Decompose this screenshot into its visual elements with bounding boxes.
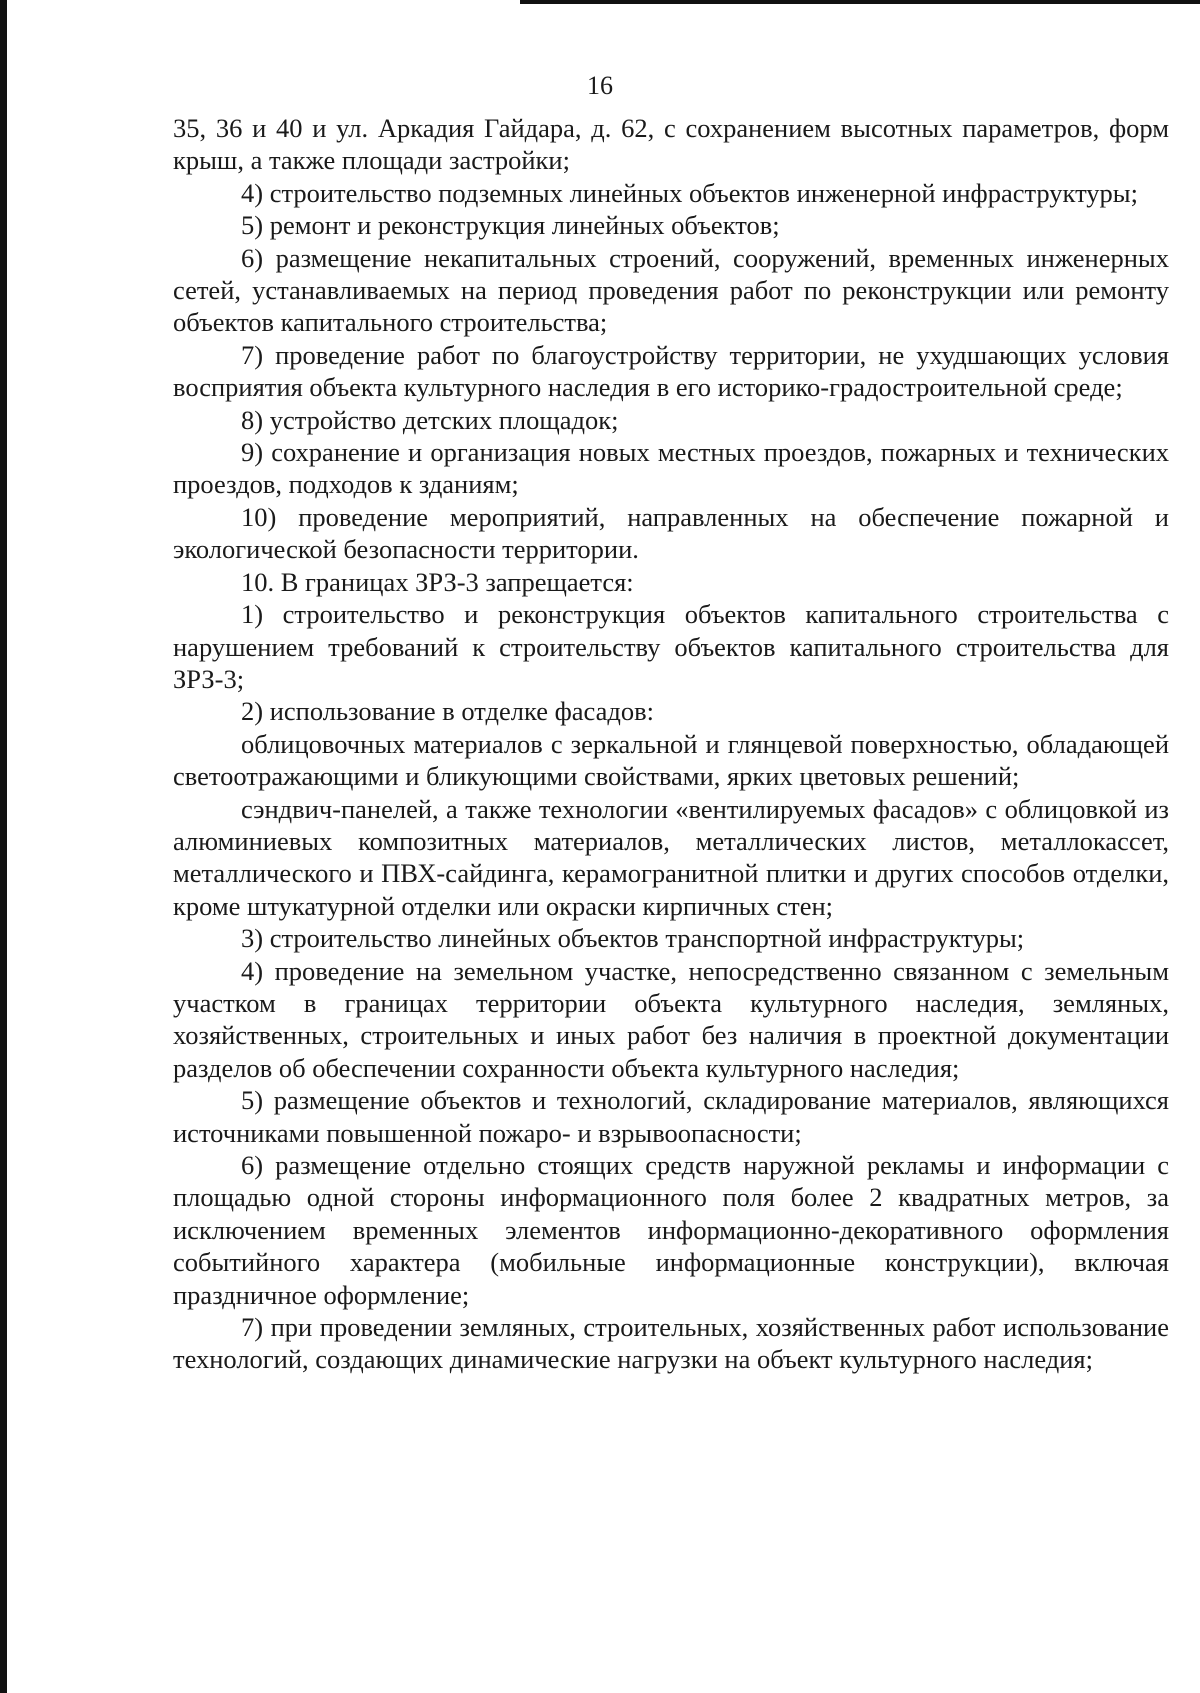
document-body <box>173 112 1169 1376</box>
paragraph: 5) размещение объектов и технологий, складирование материалов, являющихся источниками повышенной пожаро- и взрывоопасности; <box>173 1085 1169 1148</box>
paragraph: 2) использование в отделке фасадов: <box>241 696 655 727</box>
paragraph: 7) при проведении земляных, строительных, хозяйственных работ использование технологий, создающих динамические нагрузки на объект культурного наследия; <box>173 1312 1169 1375</box>
paragraph: 5) ремонт и реконструкция линейных объектов; <box>241 210 780 241</box>
paragraph: 1) строительство и реконструкция объектов капитального строительства с нарушением требований к строительству объектов капитального строительства для ЗРЗ-3; <box>173 599 1169 694</box>
scan-top-edge <box>520 0 1200 4</box>
page-number: 16 <box>587 71 613 100</box>
paragraph: 9) сохранение и организация новых местных проездов, пожарных и технических проездов, подходов к зданиям; <box>173 437 1169 500</box>
paragraph: 35, 36 и 40 и ул. Аркадия Гайдара, д. 62, с сохранением высотных параметров, форм крыш, а также площади застройки; <box>173 113 1169 176</box>
paragraph: 4) проведение на земельном участке, непосредственно связанном с земельным участком в границах территории объекта культурного наследия, земляных, хозяйственных, строительных и иных работ без наличия в проектной документации разделов об обеспечении сохранности объекта культурного наследия; <box>173 955 1169 1083</box>
section-heading: 10. В границах ЗРЗ-3 запрещается: <box>241 566 634 597</box>
paragraph: 6) размещение отдельно стоящих средств наружной рекламы и информации с площадью одной стороны информационного поля более 2 квадратных метров, за исключением временных элементов информационно-декоративного оформления событийного характера (мобильные информационные конструкции), включая праздничное оформление; <box>173 1150 1169 1310</box>
paragraph: облицовочных материалов с зеркальной и глянцевой поверхностью, обладающей светоотражающими и бликующими свойствами, ярких цветовых решений; <box>173 728 1169 792</box>
scan-left-edge <box>0 0 7 1693</box>
paragraph: 3) строительство линейных объектов транспортной инфраструктуры; <box>241 923 1025 954</box>
paragraph: 7) проведение работ по благоустройству территории, не ухудшающих условия восприятия объекта культурного наследия в его историко-градостроительной среде; <box>173 339 1169 403</box>
paragraph: 4) строительство подземных линейных объектов инженерной инфраструктуры; <box>241 177 1138 208</box>
paragraph: 8) устройство детских площадок; <box>241 404 619 435</box>
paragraph: 6) размещение некапитальных строений, сооружений, временных инженерных сетей, устанавливаемых на период проведения работ по реконструкции или ремонту объектов капитального строительства; <box>173 242 1169 338</box>
paragraph: 10) проведение мероприятий, направленных на обеспечение пожарной и экологической безопасности территории. <box>173 501 1169 565</box>
paragraph: сэндвич-панелей, а также технологии «вентилируемых фасадов» с облицовкой из алюминиевых композитных материалов, металлических листов, металлокассет, металлического и ПВХ-сайдинга, керамогранитной плитки и других способов отделки, кроме штукатурной отделки или окраски кирпичных стен; <box>173 793 1169 921</box>
